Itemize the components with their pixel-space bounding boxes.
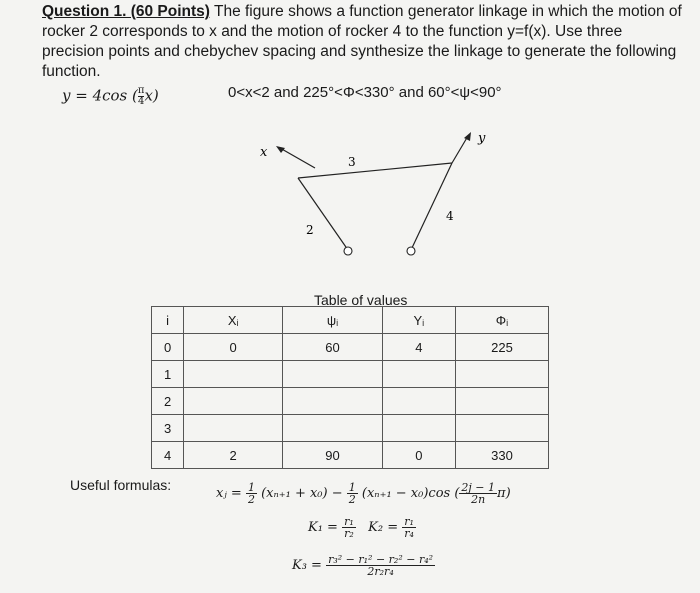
cell — [382, 415, 455, 442]
x-label: x — [260, 145, 268, 160]
cell — [382, 388, 455, 415]
link-2 — [298, 178, 348, 250]
values-table — [151, 306, 549, 469]
chebyshev-formula: xⱼ = $\frac{1}{2}$ (xₙ₊₁ + x₀) − $\frac{1}{2}$ (xₙ₊₁ − x₀)cos ( $\frac{2j - 1}{2n}$ π) — [216, 481, 511, 506]
range-constraints: 0<x<2 and 225°<Φ<330° and 60°<ψ<90° — [228, 84, 502, 101]
link-4-label: 4 — [446, 209, 454, 223]
question-title: Question 1. (60 Points) — [42, 3, 210, 20]
cell: 60 — [283, 334, 383, 361]
header-y: Yᵢ — [382, 307, 455, 334]
cell — [283, 388, 383, 415]
cell: 4 — [382, 334, 455, 361]
table-caption: Table of values — [314, 292, 408, 308]
function-rhs: x) — [144, 86, 159, 105]
cell — [283, 415, 383, 442]
cell — [455, 388, 548, 415]
cell — [184, 361, 283, 388]
table-row — [152, 388, 549, 415]
header-i: i — [152, 307, 184, 334]
function-definition — [62, 86, 159, 107]
cell: 0 — [152, 334, 184, 361]
cell — [283, 361, 383, 388]
question-body: The figure shows a function generator linkage in which the motion of rocker 2 corresponds to x and the motion of rocker 4 to the function y=f(x). Use three precision points and chebychev spacing and synthesize the linkage to generate the following function. — [42, 3, 682, 80]
x-arrowhead — [276, 146, 285, 153]
table-row — [152, 361, 549, 388]
ground-pivot-2 — [344, 247, 352, 255]
cell: 0 — [184, 334, 283, 361]
table-row — [152, 442, 549, 469]
header-phi: Φᵢ — [455, 307, 548, 334]
cell — [455, 415, 548, 442]
link-3-label: 3 — [348, 155, 356, 169]
linkage-diagram — [230, 130, 520, 270]
table-row — [152, 415, 549, 442]
cell: 0 — [382, 442, 455, 469]
header-x: Xᵢ — [184, 307, 283, 334]
cell: 4 — [152, 442, 184, 469]
k1-k2-formula: K₁ = $\frac{\text{r₁}}{\text{r₂}}$ K₂ = $\frac{\text{r₁}}{\text{r₄}}$ — [308, 515, 414, 540]
pi-over-4: $\frac{\pi}{4}$ — [137, 85, 145, 107]
cell: 2 — [184, 442, 283, 469]
ground-pivot-4 — [407, 247, 415, 255]
y-arrowhead — [464, 132, 471, 141]
cell: 90 — [283, 442, 383, 469]
formulas-block — [216, 482, 546, 590]
useful-formulas-label: Useful formulas: — [70, 477, 172, 493]
y-label: y — [478, 131, 486, 146]
y-axis-arrow — [452, 136, 468, 163]
k3-formula: K₃ = $\frac{\text{r₃² − r₁² − r₂² − r₄²}}{\text{2r₂r₄}}$ — [292, 553, 434, 578]
cell: 330 — [455, 442, 548, 469]
cell — [382, 361, 455, 388]
cell — [184, 388, 283, 415]
table-row — [152, 334, 549, 361]
cell: 2 — [152, 388, 184, 415]
cell — [455, 361, 548, 388]
link-4 — [411, 163, 452, 250]
x-axis-arrow — [280, 148, 315, 168]
cell: 3 — [152, 415, 184, 442]
link-2-label: 2 — [306, 223, 314, 237]
cell: 1 — [152, 361, 184, 388]
cell: 225 — [455, 334, 548, 361]
question-text — [42, 2, 682, 82]
link-3 — [298, 163, 452, 178]
cell — [184, 415, 283, 442]
function-lhs: y = 4cos ( — [62, 86, 138, 105]
header-psi: ψᵢ — [283, 307, 383, 334]
table-header-row — [152, 307, 549, 334]
